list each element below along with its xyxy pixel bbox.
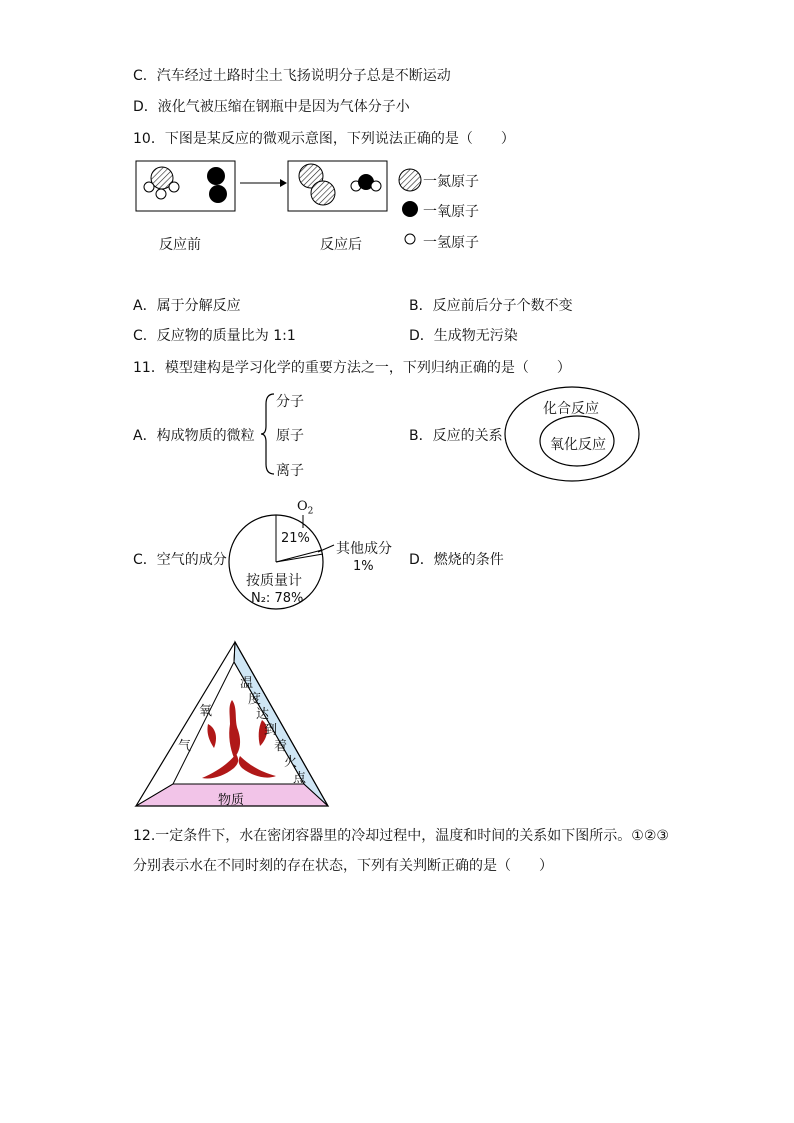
hydrogen-atom [371, 181, 381, 191]
hydrogen-atom [156, 189, 166, 199]
hydrogen-atom [169, 182, 179, 192]
label-after: 反应后 [320, 237, 362, 253]
oxygen-atom [207, 167, 225, 185]
fire-left-char-2: 气 [178, 739, 192, 754]
arrow-head [280, 179, 287, 187]
q10-option-d: D．生成物无污染 [409, 328, 518, 344]
o2-percent: 21% [281, 531, 310, 546]
q9-option-d: D．液化气被压缩在钢瓶中是因为气体分子小 [133, 99, 410, 115]
fire-bottom-label: 物质 [218, 793, 245, 808]
fire-right-char-4: 到 [264, 723, 278, 738]
particle-molecule: 分子 [276, 394, 304, 410]
fire-right-char-6: 火 [284, 755, 298, 770]
fire-left-char-1: 氧 [199, 704, 213, 719]
q11-option-a: A．构成物质的微粒 [133, 428, 255, 444]
outer-circle-label: 化合反应 [543, 401, 599, 417]
pie-basis-label: 按质量计 [246, 573, 302, 589]
inner-circle-label: 氧化反应 [550, 437, 606, 453]
q11-option-d: D．燃烧的条件 [409, 552, 504, 568]
q10-stem: 10．下图是某反应的微观示意图，下列说法正确的是（ ） [133, 131, 515, 147]
fire-right-char-5: 着 [274, 739, 288, 754]
n2-label: N₂: 78% [251, 591, 304, 606]
legend-hydrogen-label: 一氢原子 [423, 235, 479, 251]
legend-nitrogen-label: 一氮原子 [423, 174, 479, 190]
fire-right-char-2: 度 [248, 692, 262, 707]
hydrogen-atom [144, 182, 154, 192]
q10-option-a: A．属于分解反应 [133, 298, 241, 314]
q12-stem-line1: 12.一定条件下，水在密闭容器里的冷却过程中，温度和时间的关系如下图所示。①②③ [133, 828, 669, 844]
q11-stem: 11．模型建构是学习化学的重要方法之一，下列归纳正确的是（ ） [133, 360, 571, 376]
legend-nitrogen-symbol [399, 169, 421, 191]
nitrogen-atom [311, 181, 335, 205]
fire-right-char-3: 达 [256, 707, 270, 722]
fire-right-char-1: 温 [240, 676, 254, 691]
q10-option-c: C．反应物的质量比为 1:1 [133, 328, 296, 344]
legend-hydrogen-symbol [405, 234, 415, 244]
other-percent: 1% [353, 559, 374, 574]
q11-option-c: C．空气的成分 [133, 552, 227, 568]
q9-option-c: C．汽车经过土路时尘土飞扬说明分子总是不断运动 [133, 68, 451, 84]
legend-oxygen-label: 一氧原子 [423, 204, 479, 220]
q10-option-b: B．反应前后分子个数不变 [409, 298, 573, 314]
q12-stem-line2: 分别表示水在不同时刻的存在状态，下列有关判断正确的是（ ） [133, 858, 553, 874]
particle-ion: 离子 [276, 463, 304, 479]
particle-atom: 原子 [276, 428, 304, 444]
q11-option-b: B．反应的关系 [409, 428, 503, 444]
o2-label: $O_2$ [297, 499, 314, 517]
oxygen-atom [209, 185, 227, 203]
fire-right-char-7: 点 [293, 771, 307, 786]
label-before: 反应前 [159, 237, 201, 253]
legend-oxygen-symbol [402, 201, 418, 217]
other-label: 其他成分 [336, 541, 392, 557]
